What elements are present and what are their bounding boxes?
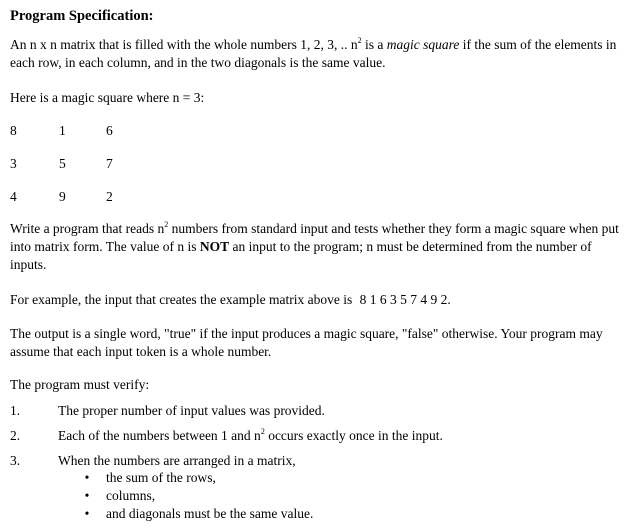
list-item-text-2: occurs exactly once in the input. [264,428,443,443]
sub-bullet-item: columns, [106,488,156,503]
intro-paragraph [10,36,626,72]
verify-heading: The program must verify: [10,377,150,392]
square-cell: 3 [10,156,17,171]
square-cell: 1 [59,123,66,138]
list-number: 1. [10,403,21,418]
square-cell: 4 [10,189,17,204]
list-item-superscript: 2 [260,426,265,436]
square-cell: 7 [106,156,113,171]
bullet-icon: • [84,506,90,521]
square-cell: 9 [59,189,66,204]
list-number: 3. [10,453,21,468]
example-input-paragraph [10,291,626,309]
example-input-values: 8 1 6 3 5 7 4 9 2. [359,292,451,307]
intro-term: magic square [386,37,460,52]
task-superscript: 2 [164,219,169,229]
list-item: When the numbers are arranged in a matrix, [58,453,296,468]
list-item: The proper number of input values was provided. [58,403,325,418]
output-paragraph: The output is a single word, "true" if the input produces a magic square, "false" otherwise. Your program may assume that each input token is a whole number. [10,326,603,359]
task-text-2: numbers from standard input and tests whether they form a magic square when put into matrix form. The value of n is [10,221,619,254]
square-cell: 8 [10,123,17,138]
sub-bullet-item: and diagonals must be the same value. [106,506,314,521]
square-cell: 6 [106,123,113,138]
bullet-icon: • [84,488,90,503]
intro-text-1: An n x n matrix that is filled with the whole numbers 1, 2, 3, .. n [10,37,358,52]
page-heading: Program Specification: [10,8,154,24]
square-cell: 2 [106,189,113,204]
square-cell: 5 [59,156,66,171]
example-intro: Here is a magic square where n = 3: [10,90,205,105]
list-item-text-1: Each of the numbers between 1 and n [58,428,261,443]
task-text-1: Write a program that reads n [10,221,165,236]
sub-bullet-item: the sum of the rows, [106,470,216,485]
task-paragraph [10,220,626,274]
list-item [58,427,628,445]
task-emphasis: NOT [199,239,230,254]
intro-superscript: 2 [357,35,362,45]
intro-text-3: if the sum of the elements in each row, in each column, and in the two diagonals is the same value. [10,37,617,70]
bullet-icon: • [84,470,90,485]
list-number: 2. [10,428,21,443]
intro-text-2: is a [361,37,387,52]
task-text-3: an input to the program; n must be determined from the number of inputs. [10,239,592,272]
example-input-text: For example, the input that creates the example matrix above is [10,292,356,307]
